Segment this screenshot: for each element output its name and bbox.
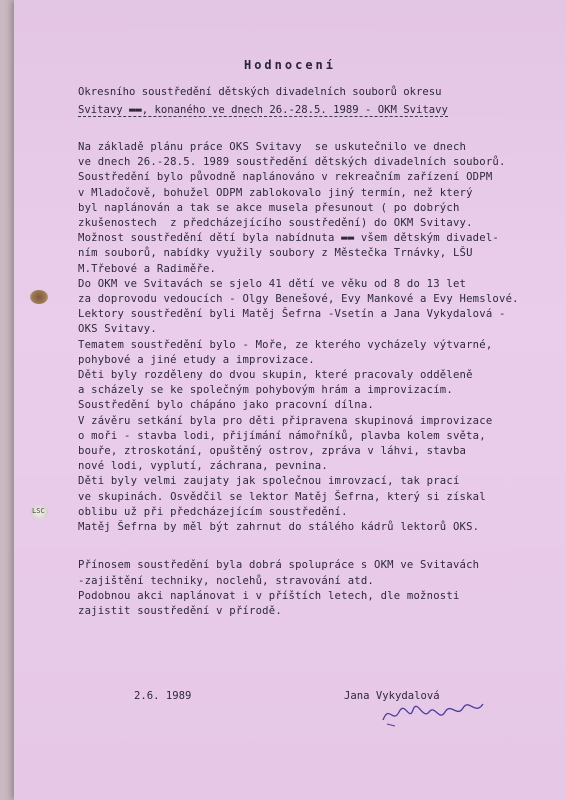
body-line: Možnost soustředění dětí byla nabídnuta ▬▬ všem dětským divadel- xyxy=(78,232,499,245)
body-line: nové lodi, vyplutí, záchrana, pevnina. xyxy=(78,460,328,473)
body-line: M.Třebové a Radiměře. xyxy=(78,262,217,275)
body-line: V závěru setkání byla pro děti připravena skupinová improvizace xyxy=(78,414,493,427)
body-line: Soustředění bylo chápáno jako pracovní dílna. xyxy=(78,399,375,412)
body-line: OKS Svitavy. xyxy=(78,323,157,336)
body-line: Přínosem soustředění byla dobrá spolupráce s OKM ve Svitavách xyxy=(78,559,480,572)
body-line: Děti byly velmi zaujaty jak společnou imrovzací, tak prací xyxy=(78,475,460,488)
body-line: Podobnou akci naplánovat i v příštích letech, dle možnosti xyxy=(78,589,460,602)
hole-label: LSC xyxy=(32,507,45,515)
body-line: za doprovodu vedoucích - Olgy Benešové, Evy Mankové a Evy Hemslové. xyxy=(78,293,519,305)
document-sheet xyxy=(14,0,566,800)
body-line: Tematem soustředění bylo - Moře, ze kterého vycházely výtvarné, xyxy=(78,338,493,351)
body-line: ním souborů, nabídky využily soubory z Městečka Trnávky, LŠU xyxy=(78,247,473,260)
body-line: byl naplánován a tak se akce musela přesunout ( po dobrých xyxy=(78,201,460,214)
body-line: bouře, ztroskotání, opuštěný ostrov, zpráva v láhvi, stavba xyxy=(78,445,467,457)
body-line: ve dnech 26.-28.5. 1989 soustředění dětských divadelních souborů. xyxy=(78,156,506,169)
body-line: pohybové a jiné etudy a improvizace. xyxy=(78,353,315,366)
body-line: Matěj Šefrna by měl být zahrnut do stálého kádrů lektorů OKS. xyxy=(78,521,480,533)
body-line: -zajištění techniky, noclehů, stravování atd. xyxy=(78,574,375,587)
body-line: Lektory soustředění byli Matěj Šefrna -Vsetín a Jana Vykydalová - xyxy=(78,308,506,321)
signature xyxy=(379,694,489,730)
body-line: v Mladočově, bohužel ODPM zablokovalo jiný termín, než který xyxy=(78,186,473,199)
body-line: zajistit soustředění v přírodě. xyxy=(78,605,282,617)
header-line-1: Okresního soustředění dětských divadelních souborů okresu xyxy=(78,86,442,98)
body-line: Děti byly rozděleny do dvou skupin, které pracovaly odděleně xyxy=(78,369,473,381)
body-line: oblibu už při předcházejícím soustředění. xyxy=(78,505,348,518)
body-line: Soustředění bylo původně naplánováno v rekreačním zařízení ODPM xyxy=(78,171,493,184)
body-line: zkušenostech z předcházejícího soustředění) do OKM Svitavy. xyxy=(78,217,473,229)
body-line: Do OKM ve Svitavách se sjelo 41 dětí ve věku od 8 do 13 let xyxy=(78,277,467,290)
punch-hole xyxy=(30,290,48,304)
document-author: Jana Vykydalová xyxy=(344,690,440,702)
body-line: ve skupinách. Osvědčil se lektor Matěj Šefrna, který si získal xyxy=(78,490,486,503)
document-date: 2.6. 1989 xyxy=(134,690,192,702)
body-line: Na základě plánu práce OKS Svitavy se uskutečnilo ve dnech xyxy=(78,141,467,153)
document-title: Hodnocení xyxy=(243,58,337,72)
body-line: o moři - stavba lodi, přijímání námořníků, plavba kolem světa, xyxy=(78,429,486,442)
header-line-2: Svitavy ▬▬, konaného ve dnech 26.-28.5. 1989 - OKM Svitavy xyxy=(78,104,448,116)
reinforcement-ring xyxy=(30,505,48,519)
body-line: a scházely se ke společným pohybovým hrám a improvizacím. xyxy=(78,384,453,397)
